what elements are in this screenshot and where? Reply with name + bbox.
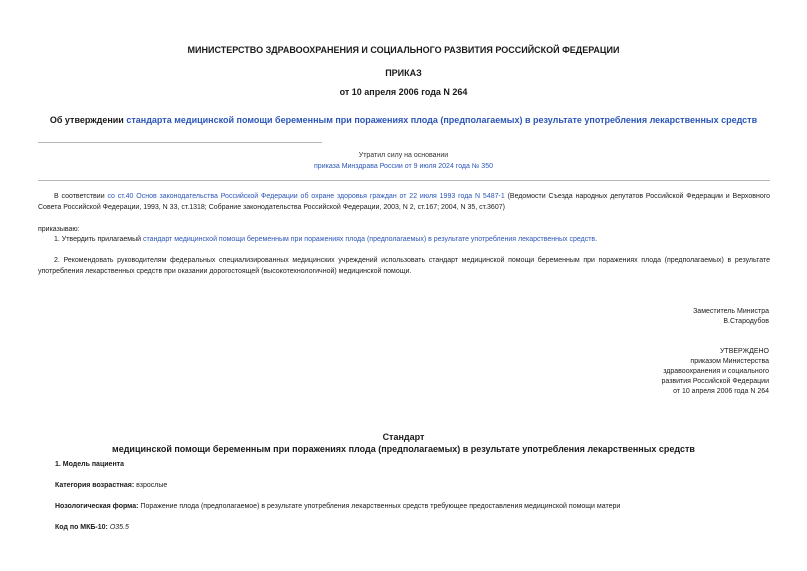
item-1 xyxy=(38,234,770,245)
nosological-form-value: Поражение плода (предполагаемое) в результате употребления лекарственных средств требующее предоставления медицинской помощи матери xyxy=(138,503,621,510)
full-divider xyxy=(38,180,770,181)
item-2: 2. Рекомендовать руководителям федеральных специализированных медицинских учреждений использовать стандарт медицинской помощи беременным при поражениях плода (предполагаемых) в результате употребления лекарственных средств при оказании дорогостоящей (высокотехнологичной) медицинской помощи. xyxy=(38,257,770,275)
order-date-number: от 10 апреля 2006 года N 264 xyxy=(339,87,468,97)
order-title-prefix: Об утверждении xyxy=(49,115,127,125)
age-category-value: взрослые xyxy=(134,482,168,489)
preamble-suffix: (Ведомости Съезда народных депутатов Российской Федерации и Верховного Совета Российской Федерации, 1993, N 33, ст.1318; Собрание законодательства Российской Федерации, 2003, N 2, ст.167; 2004, N 35, ст.3607) xyxy=(38,193,770,211)
approval-line-2: приказом Министерства xyxy=(690,358,769,365)
lost-force-basis xyxy=(0,163,807,170)
standard-title: Стандарт xyxy=(382,432,425,442)
section-1-heading xyxy=(55,461,124,468)
approval-line-5: от 10 апреля 2006 года N 264 xyxy=(673,388,769,395)
doc-type-heading: ПРИКАЗ xyxy=(385,68,422,78)
law-link[interactable]: со ст.40 Основ законодательства Российской Федерации об охране здоровья граждан от 22 июля 1993 года N 5487-1 xyxy=(107,193,505,200)
item-1-prefix: 1. Утвердить прилагаемый xyxy=(54,236,143,243)
basis-order-link[interactable]: приказа Минздрава России от 9 июля 2024 года № 350 xyxy=(314,163,493,170)
icd-code-value: O35.5 xyxy=(107,524,129,531)
nosological-form-label: Нозологическая форма: xyxy=(55,503,139,510)
order-title-link[interactable]: стандарта медицинской помощи беременным при поражениях плода (предполагаемых) в результате употребления лекарственных средств xyxy=(126,115,758,125)
signature-position: Заместитель Министра xyxy=(693,308,769,315)
approval-block xyxy=(661,347,769,397)
preamble-prefix: В соответствии xyxy=(54,193,108,200)
approval-line-4: развития Российской Федерации xyxy=(661,378,769,385)
standard-link[interactable]: стандарт медицинской помощи беременным при поражениях плода (предполагаемых) в результате употребления лекарственных средств xyxy=(142,236,596,243)
short-divider xyxy=(38,142,322,143)
ministry-heading: МИНИСТЕРСТВО ЗДРАВООХРАНЕНИЯ И СОЦИАЛЬНОГО РАЗВИТИЯ РОССИЙСКОЙ ФЕДЕРАЦИИ xyxy=(187,45,620,55)
approval-line-3: здравоохранения и социального xyxy=(663,368,769,375)
item-1-suffix: . xyxy=(595,236,598,243)
age-category-row xyxy=(55,482,167,489)
icd-code-label: Код по МКБ-10: xyxy=(55,524,108,531)
icd-code-row xyxy=(55,524,129,531)
age-category-label: Категория возрастная: xyxy=(55,482,135,489)
order-title xyxy=(0,115,807,125)
preamble-paragraph xyxy=(38,191,770,213)
approval-line-1: УТВЕРЖДЕНО xyxy=(719,348,769,355)
signature-block xyxy=(693,307,769,327)
nosological-form-row xyxy=(55,503,620,510)
section-1-title: 1. Модель пациента xyxy=(55,461,124,468)
signature-name: В.Стародубов xyxy=(723,318,769,325)
standard-subtitle: медицинской помощи беременным при поражениях плода (предполагаемых) в результате употребления лекарственных средств xyxy=(112,444,695,454)
standard-heading xyxy=(0,431,807,455)
order-word: приказываю: xyxy=(38,226,80,233)
lost-force-note: Утратил силу на основании xyxy=(358,152,449,159)
